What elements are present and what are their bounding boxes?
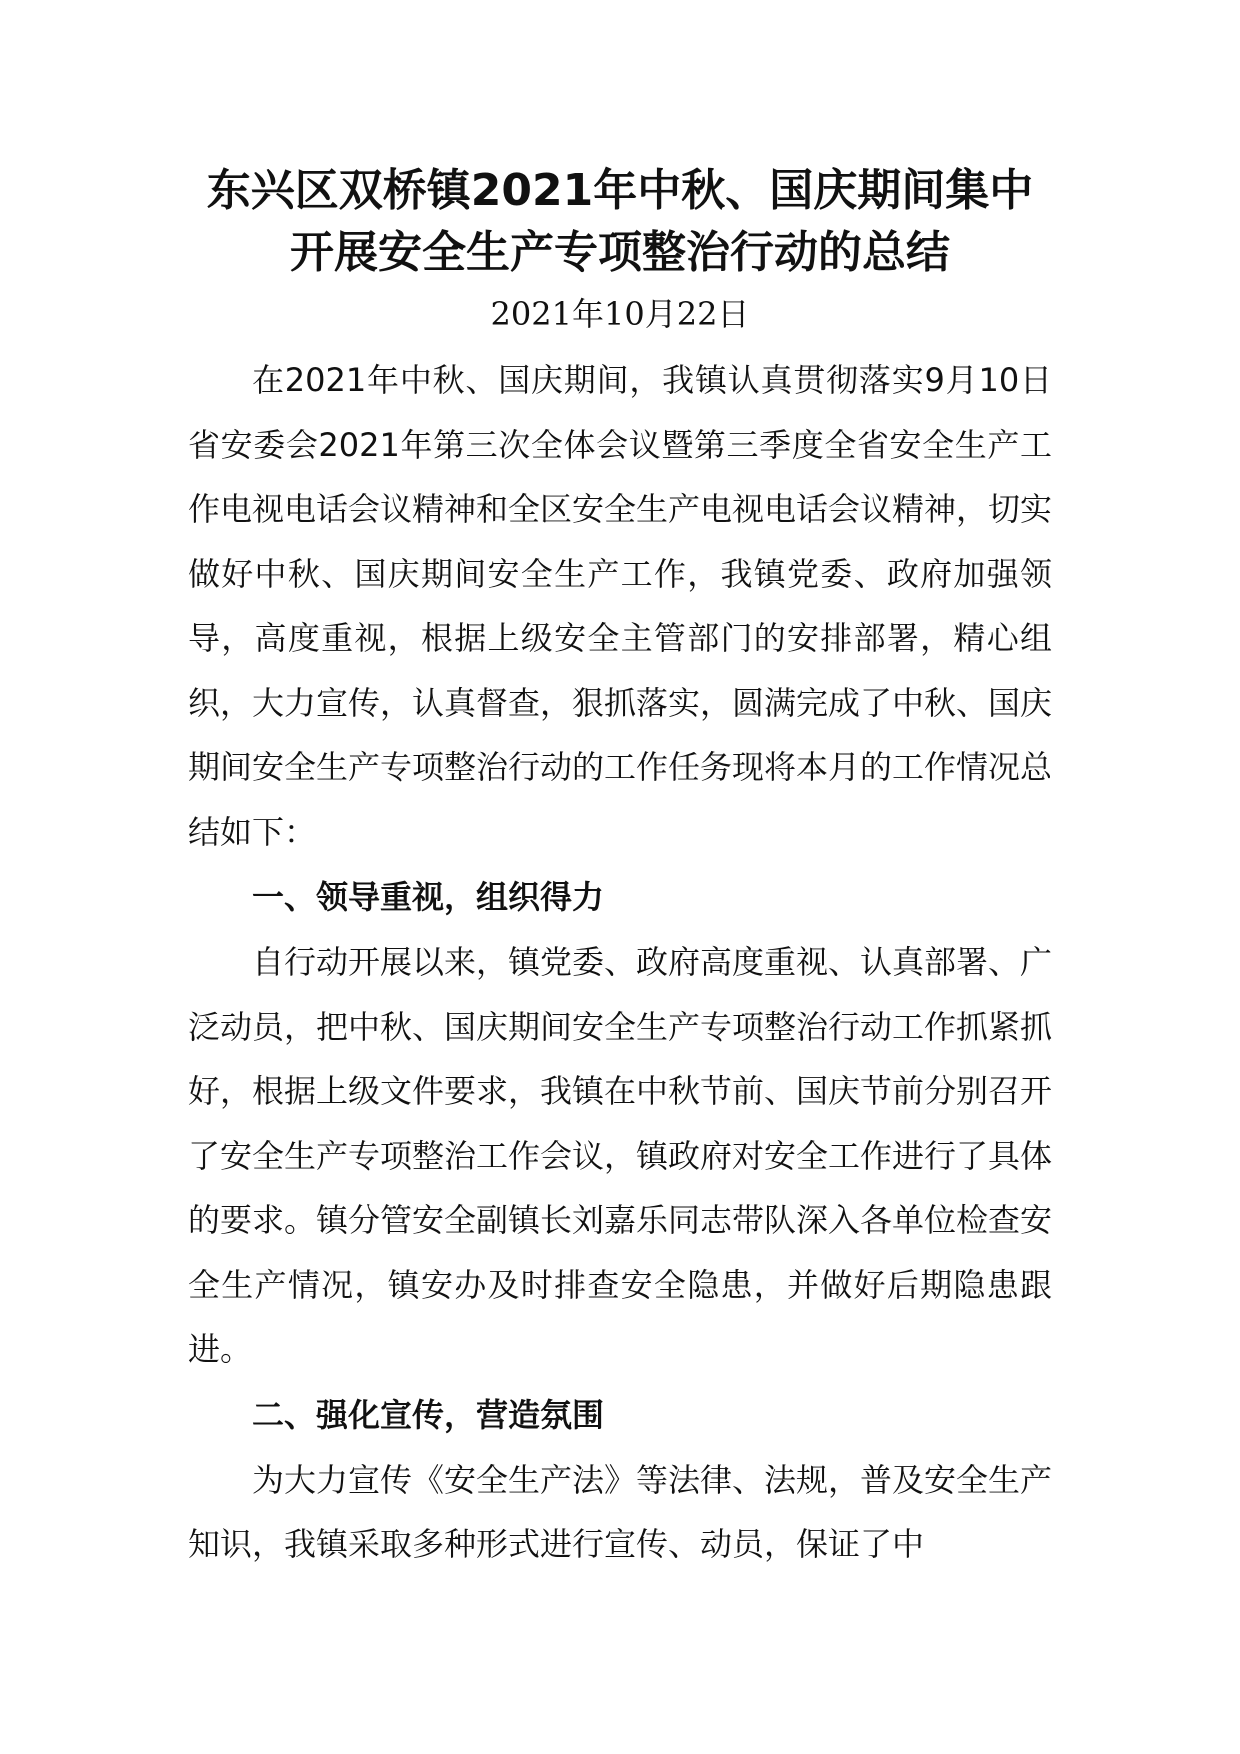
document-title [188, 160, 1052, 284]
section-2-heading: 二、强化宣传，营造氛围 [252, 1395, 605, 1434]
document-page [188, 160, 1052, 1577]
title-line-2: 开展安全生产专项整治行动的总结 [290, 227, 950, 278]
document-date: 2021年10月22日 [490, 295, 750, 333]
title-line-1: 东兴区双桥镇2021年中秋、国庆期间集中 [206, 165, 1034, 216]
section-1-paragraph: 自行动开展以来，镇党委、政府高度重视、认真部署、广泛动员，把中秋、国庆期间安全生产专项整治行动工作抓紧抓好，根据上级文件要求，我镇在中秋节前、国庆节前分别召开了安全生产专项整治工作会议，镇政府对安全工作进行了具体的要求。镇分管安全副镇长刘嘉乐同志带队深入各单位检查安全生产情况，镇安办及时排查安全隐患，并做好后期隐患跟进。 [188, 943, 1053, 1368]
section-1-heading: 一、领导重视，组织得力 [252, 878, 605, 916]
section-2-paragraph: 为大力宣传《安全生产法》等法律、法规，普及安全生产知识，我镇采取多种形式进行宣传、动员，保证了中 [188, 1460, 1053, 1563]
intro-paragraph: 在2021年中秋、国庆期间，我镇认真贯彻落实9月10日省安委会2021年第三次全体会议暨第三季度全省安全生产工作电视电话会议精神和全区安全生产电视电话会议精神，切实做好中秋、国庆期间安全生产工作，我镇党委、政府加强领导，高度重视，根据上级安全主管部门的安排部署，精心组织，大力宣传，认真督查，狠抓落实，圆满完成了中秋、国庆期间安全生产专项整治行动的工作任务现将本月的工作情况总结如下： [188, 361, 1053, 851]
